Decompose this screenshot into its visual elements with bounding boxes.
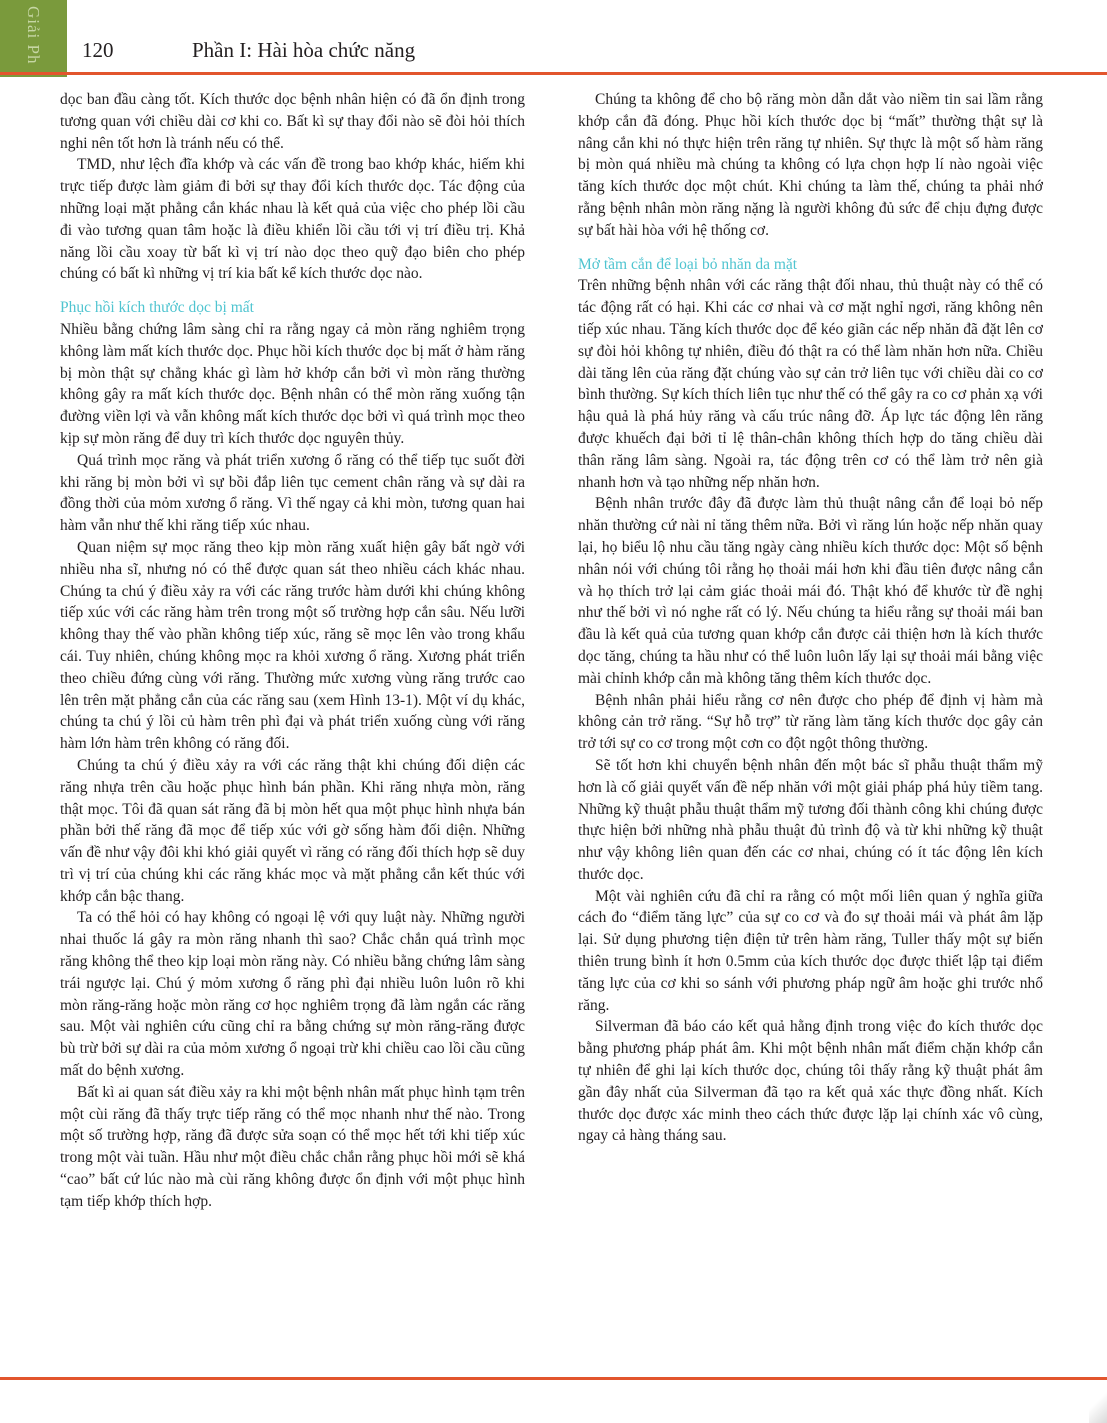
paragraph: Chúng ta không để cho bộ răng mòn dẫn dắt vào niềm tin sai lầm rằng khớp cắn đã đóng. Phục hồi kích thước dọc bị “mất” thường thật sự là nâng cắn khi nó thực hiện trên răng tự nhiên. Sự thực là một số hàm răng bị mòn quá nhiều mà chúng ta không có lựa chọn hợp lí nào ngoài việc tăng kích thước dọc một chút. Khi chúng ta làm thế, chúng ta phải nhớ rằng bệnh nhân mòn răng nặng là người không đủ sức để chịu đựng được sự bất hài hòa với hệ thống cơ.: [578, 91, 1043, 239]
running-header: [67, 0, 1107, 72]
left-column: [60, 89, 525, 1213]
side-tab-label: Giải Ph: [24, 6, 43, 65]
paragraph: Nhiều bằng chứng lâm sàng chỉ ra rằng ngay cả mòn răng nghiêm trọng không làm mất kích thước dọc. Phục hồi kích thước dọc bị mất ở hàm răng bị mòn thật sự chẳng khác gì làm hở khớp cắn bởi vì mòn răng thường không gây ra mất kích thước dọc. Bệnh nhân có thể mòn răng xuống tận đường viền lợi và vẫn không mất kích thước dọc bởi vì quá trình mọc theo kịp sự mòn răng để duy trì kích thước dọc nguyên thủy.: [60, 320, 525, 447]
paragraph: Bất kì ai quan sát điều xảy ra khi một bệnh nhân mất phục hình tạm trên một cùi răng đã thấy trực tiếp răng có thể mọc nhanh như thế nào. Trong một số trường hợp, răng đã được sửa soạn có thể mọc hết tới khi tiếp xúc trong một vài tuần. Hầu như một điều chắc chắn rằng phục hồi mới sẽ khá “cao” bất cứ lúc nào mà cùi răng không được ổn định với một phục hình tạm tiếp khớp thích hợp.: [60, 1083, 525, 1210]
page-number: 120: [82, 38, 114, 62]
page-curl-corner: [1089, 1383, 1107, 1423]
paragraph: Ta có thể hỏi có hay không có ngoại lệ với quy luật này. Những người nhai thuốc lá gây ra mòn răng nhanh thì sao? Chắc chắn quá trình mọc răng không thể theo kịp loại mòn răng này. Có nhiều bằng chứng lâm sàng trái ngược lại. Chú ý mỏm xương ổ răng phì đại nhiều luôn luôn rõ khi mòn răng-răng hoặc mòn răng cơ học nghiêm trọng đã làm ngắn các răng sau. Một vài nghiên cứu cũng chỉ ra bằng chứng sự mòn răng-răng được bù trừ bởi sự dài ra của mỏm xương ổ ngoại trừ khi chiều cao lồi cầu cũng mất do bệnh xương.: [60, 909, 525, 1080]
paragraph: Một vài nghiên cứu đã chỉ ra rằng có một mối liên quan ý nghĩa giữa cách đo “điểm tăng lực” của sự co cơ và đo sự thoải mái và phát âm lặp lại. Sử dụng phương tiện điện tử trên hàm răng, Tuller thấy một sự biến thiên trung bình ít hơn 0.5mm của kích thước dọc được thiết lập tại điểm tăng lực của cơ khi so sánh với phương pháp ngữ âm hoặc ghi trước nhổ răng.: [578, 887, 1043, 1014]
paragraph: Chúng ta chú ý điều xảy ra với các răng thật khi chúng đối diện các răng nhựa trên cầu hoặc phục hình bán phần. Khi răng nhựa mòn, răng thật mọc. Tôi đã quan sát răng đã bị mòn hết qua một phục hình nhựa bán phần bởi thế răng đã mọc để tiếp xúc với gờ sống hàm đối diện. Những vấn đề như vậy đôi khi khó giải quyết vì răng có răng đối thích hợp sẽ duy trì vị trí của chúng khi các răng khác mọc và mặt phẳng cắn kết thúc với khớp cắn bậc thang.: [60, 756, 525, 905]
paragraph: Sẽ tốt hơn khi chuyển bệnh nhân đến một bác sĩ phẫu thuật thẩm mỹ hơn là cố giải quyết vấn đề nếp nhăn với một giải pháp phá hủy tiềm tang. Những kỹ thuật phẫu thuật thẩm mỹ tương đối thành công khi chúng được thực hiện bởi những nhà phẫu thuật đủ trình độ và từ khi những kỹ thuật như vậy không liên quan đến các cơ nhai, chúng có ít tác động lên kích thước dọc.: [578, 756, 1043, 883]
paragraph: Quan niệm sự mọc răng theo kịp mòn răng xuất hiện gây bất ngờ với nhiều nha sĩ, nhưng nó có thể được quan sát theo nhiều cách khác nhau. Chúng ta chú ý điều xảy ra với các răng trước hàm dưới khi chúng không tiếp xúc với các răng hàm trên trong một số trường hợp cắn sâu. Nếu lưỡi không thay thế vào phần không tiếp xúc, răng sẽ mọc lên vào trong khẩu cái. Tuy nhiên, chúng không mọc ra khỏi xương ổ răng. Xương phát triển theo chiều đứng cùng với răng. Thường mức xương vùng răng trước cao lên trên mặt phẳng cắn của các răng sau (xem Hình 13-1). Một ví dụ khác, chúng ta chú ý lồi củ hàm trên phì đại và phát triển xuống cùng với răng hàm lớn hàm trên không có răng đối.: [60, 538, 525, 753]
paragraph: Quá trình mọc răng và phát triển xương ổ răng có thể tiếp tục suốt đời khi răng bị mòn bởi vì sự bồi đắp liên tục cement chân răng và sự dài ra đồng thời của mỏm xương ổ răng. Vì thế ngay cả khi mòn, tương quan hai hàm vẫn như thế khi răng tiếp xúc nhau.: [60, 451, 525, 535]
paragraph: Silverman đã báo cáo kết quả hằng định trong việc đo kích thước dọc bằng phương pháp phát âm. Khi một bệnh nhân mất điểm chặn khớp cắn tự nhiên để ghi lại kích thước dọc, chúng tôi thấy rằng kỹ thuật phát âm gần đây nhất của Silverman đã tạo ra kết quả xác thực đồng nhất. Kích thước dọc được xác minh theo cách thức được lặp lại chính xác vô cùng, ngay cả hàng tháng sau.: [578, 1018, 1043, 1145]
running-title: Phần I: Hài hòa chức năng: [192, 38, 416, 62]
paragraph: Trên những bệnh nhân với các răng thật đối nhau, thủ thuật này có thể có tác động rất có hại. Khi các cơ nhai và cơ mặt nghỉ ngơi, răng không nên tiếp xúc nhau. Tăng kích thước dọc để kéo giãn các nếp nhăn đã đặt lên cơ sự đòi hỏi không tự nhiên, điều đó thật ra có thể làm nhăn hơn nữa. Chiều dài tăng lên của răng đặt chúng vào sự cản trở liên tục với chiều dài co cơ bình thường. Sự kích thích liên tục như thế có thể gây ra co cơ phản xạ với hậu quả là phá hủy răng và cấu trúc nâng đỡ. Áp lực tác động lên răng được khuếch đại bởi tỉ lệ thân-chân không thích hợp do tăng chiều dài thân răng lâm sàng. Ngoài ra, tác động trên cơ có thể làm trở nên già nhanh hơn và tạo những nếp nhăn hơn.: [578, 277, 1043, 491]
right-column: [578, 89, 1043, 1147]
header-rule: [0, 72, 1107, 75]
paragraph: dọc ban đầu càng tốt. Kích thước dọc bệnh nhân hiện có đã ổn định trong tương quan với chiều dài cơ khi co. Bất kì sự thay đổi nào sẽ đòi hỏi thích nghi nên tốt hơn là tránh nếu có thể.: [60, 91, 525, 152]
paragraph: TMD, như lệch đĩa khớp và các vấn đề trong bao khớp khác, hiếm khi trực tiếp được làm giảm đi bởi sự thay đổi kích thước dọc. Tác động của những loại mặt phẳng cắn khác nhau là kết quả của việc cho phép lồi cầu đi vào tương quan tâm hoặc là điều khiển lồi cầu tới vị trí điều trị. Khả năng lồi cầu xoay từ bất kì vị trí nào dọc theo quỹ đạo biên cho phép chúng có bất kì những vị trí kia bất kể kích thước dọc nào.: [60, 156, 525, 283]
section-side-tab: [0, 0, 67, 77]
section-heading: Phục hồi kích thước dọc bị mất: [60, 299, 254, 317]
footer-rule: [0, 1377, 1107, 1380]
paragraph: Bệnh nhân trước đây đã được làm thủ thuật nâng cắn để loại bỏ nếp nhăn thường cứ nài nỉ tăng thêm nữa. Bởi vì răng lún hoặc nếp nhăn quay lại, họ biểu lộ nhu cầu tăng ngày càng nhiều kích thước dọc: Một số bệnh nhân nói với chúng tôi rằng họ thoải mái hơn khi đầu tiên được nâng cắn và họ thích trở lại cảm giác thoải mái đó. Thật khó để khước từ đề nghị như thế bởi vì nó nghe rất có lý. Nếu chúng ta hiểu rằng sự thoải mái ban đầu là kết quả của tương quan khớp cắn được cải thiện hơn là kích thước dọc tăng, chúng ta hầu như có thể luôn luôn lấy lại sự thoải mái bằng việc mài chỉnh khớp cắn mà không tăng thêm kích thước dọc.: [578, 495, 1043, 687]
section-heading: Mở tầm cắn để loại bỏ nhăn da mặt: [578, 255, 798, 273]
paragraph: Bệnh nhân phải hiểu rằng cơ nên được cho phép để định vị hàm mà không cản trở răng. “Sự hỗ trợ” từ răng làm tăng kích thước dọc gây cản trở tới sự co cơ trong một cơn co đột ngột thông thường.: [578, 691, 1043, 753]
